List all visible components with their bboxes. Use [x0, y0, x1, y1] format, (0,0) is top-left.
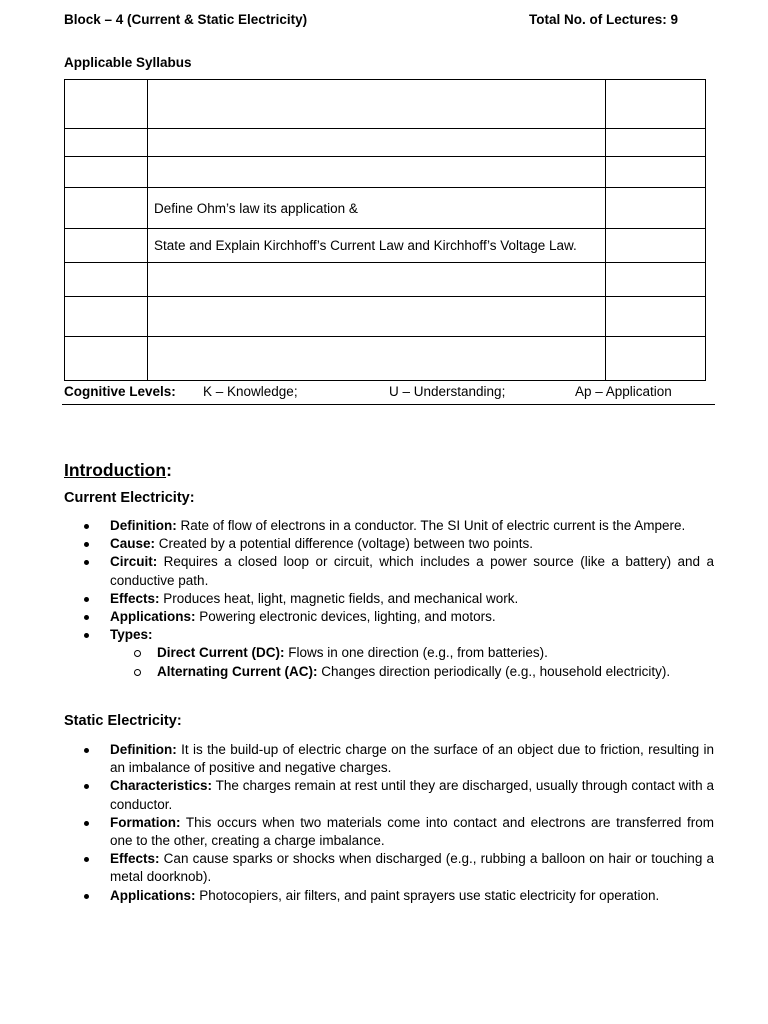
item-term: Characteristics:	[110, 778, 213, 794]
table-cell	[606, 263, 706, 297]
item-text: Requires a closed loop or circuit, which includes a power source (like a battery) and a conductive path.	[110, 554, 714, 588]
table-cell	[606, 157, 706, 188]
list-item	[64, 517, 714, 535]
current-electricity-list	[64, 517, 714, 681]
list-item	[64, 814, 714, 850]
item-text: This occurs when two materials come into contact and electrons are transferred from one to the other, creating a charge imbalance.	[110, 814, 714, 849]
table-row	[65, 297, 706, 337]
divider	[62, 404, 715, 405]
item-term: Types:	[110, 627, 153, 643]
table-cell	[148, 80, 606, 129]
table-cell	[148, 157, 606, 188]
item-text: Photocopiers, air filters, and paint sprayers use static electricity for operation.	[195, 887, 660, 903]
list-item	[64, 535, 714, 553]
item-term: Formation:	[110, 814, 181, 830]
list-item	[64, 590, 714, 608]
table-cell	[148, 263, 606, 297]
item-term: Circuit:	[110, 554, 158, 570]
total-lectures: Total No. of Lectures: 9	[529, 12, 679, 27]
static-electricity-list	[64, 741, 714, 905]
item-term: Definition:	[110, 518, 177, 533]
table-row	[65, 263, 706, 297]
introduction-heading	[64, 460, 172, 481]
static-electricity-title: Static Electricity:	[64, 713, 182, 729]
table-cell	[148, 297, 606, 337]
item-term: Alternating Current (AC):	[157, 663, 318, 679]
table-row	[65, 157, 706, 188]
introduction-heading-text: Introduction	[64, 460, 167, 480]
list-item	[64, 777, 714, 813]
table-cell: State and Explain Kirchhoff’s Current Law and Kirchhoff’s Voltage Law.	[148, 229, 606, 263]
table-cell	[65, 229, 148, 263]
syllabus-table	[64, 79, 706, 381]
item-term: Effects:	[110, 851, 160, 867]
item-text: Changes direction periodically (e.g., household electricity).	[317, 663, 671, 679]
table-row	[65, 80, 706, 129]
item-text: Powering electronic devices, lighting, and motors.	[195, 609, 496, 625]
table-cell	[148, 129, 606, 157]
list-item	[64, 850, 714, 886]
table-cell	[606, 188, 706, 229]
item-text: Flows in one direction (e.g., from batteries).	[284, 645, 548, 661]
sub-list-item	[110, 663, 714, 681]
item-text: Rate of flow of electrons in a conductor. The SI Unit of electric current is the Ampere.	[176, 518, 686, 533]
list-item	[64, 608, 714, 626]
cognitive-application: Ap – Application	[575, 384, 672, 399]
table-row	[65, 229, 706, 263]
list-item	[64, 887, 714, 905]
item-text: Produces heat, light, magnetic fields, and mechanical work.	[159, 590, 519, 606]
table-cell: Define Ohm’s law its application &	[148, 188, 606, 229]
table-cell	[65, 129, 148, 157]
table-cell	[148, 337, 606, 381]
item-term: Cause:	[110, 536, 156, 552]
table-cell	[65, 337, 148, 381]
item-text: Created by a potential difference (voltage) between two points.	[155, 536, 533, 552]
table-cell	[606, 337, 706, 381]
table-cell	[606, 297, 706, 337]
item-term: Direct Current (DC):	[157, 645, 285, 661]
item-term: Applications:	[110, 887, 196, 903]
item-term: Effects:	[110, 590, 160, 606]
table-cell	[65, 297, 148, 337]
item-text: The charges remain at rest until they are discharged, usually through contact with a conductor.	[110, 778, 714, 812]
table-row	[65, 129, 706, 157]
block-title: Block – 4 (Current & Static Electricity)	[64, 12, 308, 27]
table-cell	[65, 188, 148, 229]
table-cell	[65, 157, 148, 188]
table-cell	[606, 229, 706, 263]
list-item	[64, 553, 714, 589]
list-item	[64, 626, 714, 681]
table-row	[65, 337, 706, 381]
item-text: It is the build-up of electric charge on the surface of an object due to friction, resulting in an imbalance of positive and negative charges.	[110, 742, 714, 776]
item-term: Definition:	[110, 742, 177, 757]
introduction-colon: :	[166, 460, 172, 480]
syllabus-label: Applicable Syllabus	[64, 55, 192, 70]
current-electricity-title: Current Electricity:	[64, 490, 195, 506]
item-text: Can cause sparks or shocks when discharged (e.g., rubbing a balloon on hair or touching a metal doorknob).	[110, 851, 714, 885]
current-types-list	[110, 644, 714, 680]
table-cell	[606, 129, 706, 157]
table-cell	[65, 263, 148, 297]
item-term: Applications:	[110, 609, 196, 625]
table-cell	[606, 80, 706, 129]
cognitive-understanding: U – Understanding;	[389, 384, 506, 399]
cognitive-knowledge: K – Knowledge;	[203, 384, 298, 399]
table-cell	[65, 80, 148, 129]
sub-list-item	[110, 644, 714, 662]
list-item	[64, 741, 714, 777]
cognitive-label: Cognitive Levels:	[64, 384, 176, 399]
table-row	[65, 188, 706, 229]
